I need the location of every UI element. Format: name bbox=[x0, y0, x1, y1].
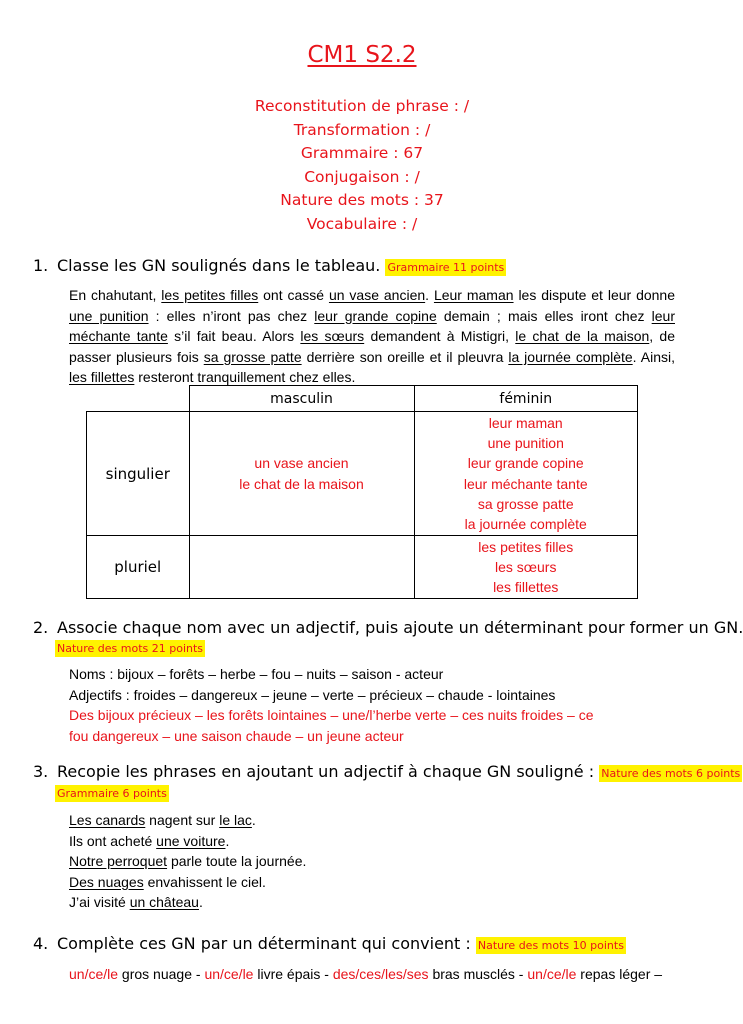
table-entry: les fillettes bbox=[493, 579, 559, 596]
adjectifs-list: Adjectifs : froides – dangereux – jeune – verte – précieux – chaude - lointaines bbox=[69, 686, 556, 703]
underlined-gn: une punition bbox=[69, 307, 149, 324]
answer-determinant: un/ce/le bbox=[69, 966, 119, 982]
underlined-gn: leur méchante tante bbox=[69, 307, 675, 344]
text-run: gros nuage - bbox=[118, 966, 205, 982]
table-entry: la journée complète bbox=[464, 516, 587, 533]
sentence bbox=[69, 872, 306, 893]
row-header-singulier: singulier bbox=[87, 412, 190, 536]
question-2 bbox=[33, 618, 743, 637]
text-run: s’il fait beau. Alors bbox=[167, 328, 301, 344]
row-header-pluriel: pluriel bbox=[87, 536, 190, 599]
sentence bbox=[69, 810, 306, 831]
cell-pluriel-feminin bbox=[414, 536, 638, 599]
score-line: Grammaire : 67 bbox=[300, 144, 424, 162]
q2-content bbox=[69, 664, 594, 746]
score-line: Conjugaison : / bbox=[304, 167, 420, 186]
page-title: CM1 S2.2 bbox=[307, 42, 417, 68]
text-run: En chahutant, bbox=[69, 287, 162, 303]
answer-line: fou dangereux – une saison chaude – un jeune acteur bbox=[69, 727, 404, 744]
text-run: parle toute la journée. bbox=[167, 853, 307, 869]
cell-pluriel-masculin bbox=[189, 536, 414, 599]
text-run: . bbox=[425, 287, 434, 303]
underlined-gn: leur grande copine bbox=[314, 307, 437, 324]
underlined-gn: Les canards bbox=[69, 812, 146, 828]
table-entry: un vase ancien bbox=[254, 455, 349, 472]
gn-table bbox=[86, 385, 638, 599]
score-line: Vocabulaire : / bbox=[306, 214, 418, 233]
text-run: repas léger – bbox=[576, 966, 663, 982]
q4-answer-line bbox=[69, 964, 662, 985]
answer-determinant: un/ce/le bbox=[527, 966, 577, 982]
underlined-gn: Notre perroquet bbox=[69, 853, 168, 869]
score-line: Nature des mots : 37 bbox=[280, 191, 444, 209]
text-run: demain ; mais elles iront chez bbox=[436, 307, 652, 324]
score-line: Transformation : / bbox=[293, 120, 431, 139]
underlined-gn: Leur maman bbox=[433, 287, 514, 303]
underlined-gn: le chat de la maison bbox=[515, 328, 650, 344]
cell-singulier-masculin bbox=[189, 412, 414, 536]
question-text: Complète ces GN par un déterminant qui convient : bbox=[57, 934, 471, 953]
table-corner bbox=[87, 386, 190, 412]
answer-determinant: un/ce/le bbox=[204, 966, 254, 982]
underlined-gn: un château bbox=[129, 894, 199, 910]
underlined-gn: les petites filles bbox=[161, 287, 259, 303]
text-run: . bbox=[225, 832, 230, 849]
table-entry: le chat de la maison bbox=[239, 475, 364, 492]
points-tag: Nature des mots 6 points bbox=[601, 767, 741, 780]
text-run: . bbox=[198, 894, 203, 910]
text-run: ont cassé bbox=[258, 287, 329, 303]
text-run: livre épais - bbox=[253, 966, 333, 982]
q1-paragraph bbox=[69, 285, 675, 388]
text-run: , de passer plusieurs fois bbox=[69, 328, 676, 365]
underlined-gn: sa grosse patte bbox=[203, 348, 302, 365]
text-run: : elles n’iront pas chez bbox=[148, 307, 315, 324]
question-1 bbox=[33, 256, 506, 275]
text-run: derrière son oreille et il pleuvra bbox=[301, 348, 509, 365]
noms-list: Noms : bijoux – forêts – herbe – fou – nuits – saison - acteur bbox=[69, 666, 444, 682]
table-entry: les petites filles bbox=[478, 538, 574, 555]
table-entry: les sœurs bbox=[495, 558, 557, 575]
score-line: Reconstitution de phrase : / bbox=[254, 97, 470, 115]
underlined-gn: Des nuages bbox=[69, 873, 144, 890]
table-entry: sa grosse patte bbox=[477, 495, 574, 512]
points-tag: Nature des mots 10 points bbox=[477, 939, 624, 952]
q3-sentences bbox=[69, 810, 306, 913]
question-number: 2. bbox=[33, 618, 49, 637]
table-entry: leur grande copine bbox=[467, 455, 584, 472]
answer-determinant: des/ces/les/ses bbox=[332, 966, 429, 982]
col-header-masculin: masculin bbox=[189, 386, 414, 412]
question-number: 3. bbox=[33, 762, 49, 781]
underlined-gn: un vase ancien bbox=[328, 287, 426, 303]
points-tag: Grammaire 11 points bbox=[387, 261, 505, 274]
answer-line: Des bijoux précieux – les forêts lointaines – une/l’herbe verte – ces nuits froides – ce bbox=[69, 707, 594, 723]
underlined-gn: les sœurs bbox=[300, 328, 365, 344]
table-entry: leur maman bbox=[488, 414, 563, 431]
underlined-gn: une voiture bbox=[156, 832, 226, 849]
sentence bbox=[69, 892, 306, 913]
table-entry: leur méchante tante bbox=[463, 475, 588, 492]
underlined-gn: les fillettes bbox=[69, 369, 135, 385]
question-4 bbox=[33, 934, 626, 953]
underlined-gn: le lac bbox=[219, 812, 252, 828]
points-tag: Grammaire 6 points bbox=[57, 787, 167, 800]
question-text: Associe chaque nom avec un adjectif, puis ajoute un déterminant pour former un GN. bbox=[57, 618, 743, 637]
underlined-gn: la journée complète bbox=[508, 348, 633, 365]
sentence bbox=[69, 831, 306, 852]
question-3 bbox=[33, 762, 742, 781]
text-run: J’ai visité bbox=[69, 894, 130, 910]
text-run: bras musclés - bbox=[428, 966, 528, 982]
text-run: . Ainsi, bbox=[632, 348, 675, 365]
sentence bbox=[69, 851, 306, 872]
text-run: envahissent le ciel. bbox=[143, 873, 266, 890]
question-text: Classe les GN soulignés dans le tableau. bbox=[57, 256, 381, 275]
text-run: les dispute et leur donne bbox=[513, 287, 676, 303]
text-run: Ils ont acheté bbox=[69, 832, 157, 849]
points-tag: Nature des mots 21 points bbox=[57, 642, 204, 655]
cell-singulier-feminin bbox=[414, 412, 638, 536]
text-run: demandent à Mistigri, bbox=[364, 328, 516, 344]
question-text: Recopie les phrases en ajoutant un adjectif à chaque GN souligné : bbox=[57, 762, 595, 781]
text-run: resteront tranquillement chez elles. bbox=[134, 369, 356, 385]
text-run: . bbox=[251, 812, 256, 828]
text-run: nagent sur bbox=[145, 812, 220, 828]
score-summary bbox=[0, 95, 724, 236]
col-header-feminin: féminin bbox=[414, 386, 638, 412]
question-number: 1. bbox=[33, 256, 49, 275]
table-entry: une punition bbox=[487, 434, 564, 451]
question-number: 4. bbox=[33, 934, 49, 953]
